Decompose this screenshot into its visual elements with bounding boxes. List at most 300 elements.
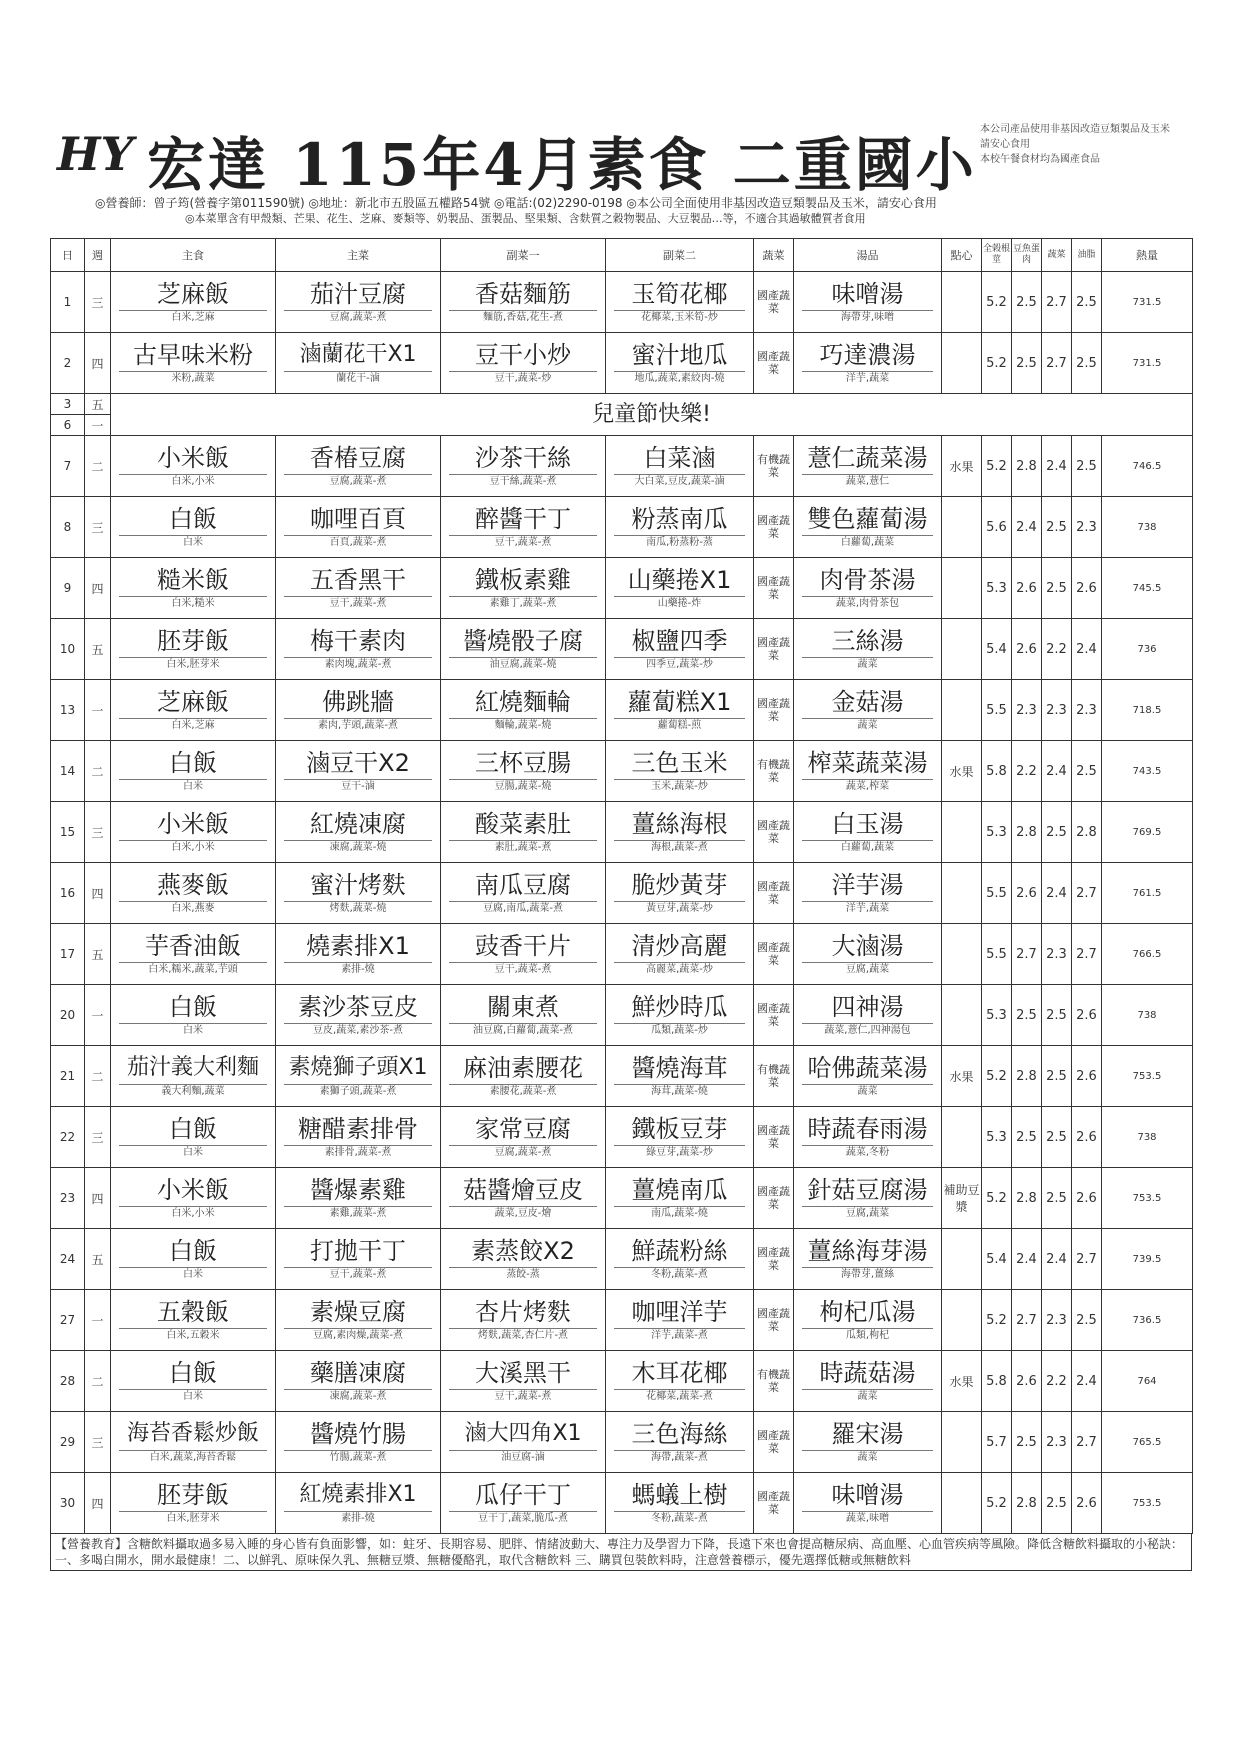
soup-cell (794, 741, 942, 802)
protein-serving: 2.5 (1012, 272, 1042, 333)
table-row (51, 985, 1193, 1046)
protein-serving: 2.5 (1012, 1412, 1042, 1473)
day-number: 6 (51, 415, 85, 436)
staple-dish-cell (111, 1412, 276, 1473)
main-dish: 打拋干丁 (310, 1237, 406, 1265)
main-dish-ingredients: 豆腐,蔬菜-煮 (284, 310, 432, 324)
side-dish-1-cell (441, 619, 606, 680)
snack (942, 497, 982, 558)
side-dish-1-ingredients: 豆干,蔬菜-煮 (449, 535, 597, 549)
menu-table-wrap (50, 238, 1192, 1571)
vegetable-serving: 2.7 (1042, 272, 1072, 333)
side-dish-2: 粉蒸南瓜 (631, 505, 728, 533)
staple-dish-ingredients: 白米 (119, 1267, 267, 1281)
table-row (51, 619, 1193, 680)
main-dish: 梅干素肉 (310, 627, 406, 655)
side-dish-1-cell (441, 1473, 606, 1534)
vegetable-type: 國產蔬菜 (754, 863, 794, 924)
holiday-message: 兒童節快樂! (111, 394, 1193, 436)
oil-serving: 2.6 (1072, 558, 1102, 619)
side-dish-2-ingredients: 洋芋,蔬菜-煮 (614, 1328, 745, 1342)
side-dish-2: 鮮蔬粉絲 (631, 1237, 728, 1265)
grain-serving: 5.4 (982, 1229, 1012, 1290)
grain-serving: 5.5 (982, 680, 1012, 741)
protein-serving: 2.8 (1012, 1473, 1042, 1534)
soup: 洋芋湯 (831, 871, 904, 899)
vegetable-type: 國產蔬菜 (754, 680, 794, 741)
soup: 枸杞瓜湯 (819, 1298, 916, 1326)
side-dish-2-cell (606, 497, 754, 558)
weekday: 五 (85, 924, 111, 985)
side-dish-2-cell (606, 1290, 754, 1351)
vegetable-type: 國產蔬菜 (754, 558, 794, 619)
vegetable-type: 有機蔬菜 (754, 1046, 794, 1107)
side-dish-2: 螞蟻上樹 (631, 1481, 728, 1509)
soup-ingredients: 蔬菜,冬粉 (802, 1145, 933, 1159)
side-dish-2-ingredients: 花椰菜,蔬菜-煮 (614, 1389, 745, 1403)
main-dish-cell (276, 619, 441, 680)
staple-dish-cell (111, 1473, 276, 1534)
header-snack: 點心 (942, 239, 982, 272)
vegetable-serving: 2.5 (1042, 985, 1072, 1046)
main-dish: 蜜汁烤麩 (310, 871, 406, 899)
side-dish-2-ingredients: 南瓜,蔬菜-燒 (614, 1206, 745, 1220)
side-dish-1-cell (441, 436, 606, 497)
weekday: 五 (85, 394, 111, 415)
weekday: 三 (85, 272, 111, 333)
oil-serving: 2.5 (1072, 333, 1102, 394)
vegetable-type: 有機蔬菜 (754, 1351, 794, 1412)
side-dish-1: 紅燒麵輪 (475, 688, 571, 716)
menu-table (50, 238, 1193, 1534)
main-dish-cell (276, 1107, 441, 1168)
side-dish-2: 三色海絲 (631, 1420, 728, 1448)
side-dish-2-cell (606, 272, 754, 333)
side-dish-2-cell (606, 1412, 754, 1473)
main-dish-ingredients: 豆皮,蔬菜,素沙茶-煮 (284, 1023, 432, 1037)
side-dish-1-ingredients: 素肚,蔬菜-煮 (449, 840, 597, 854)
header-grain: 全榖根莖 (982, 239, 1012, 272)
side-dish-1-ingredients: 烤麩,蔬菜,杏仁片-煮 (449, 1328, 597, 1342)
vegetable-type: 國產蔬菜 (754, 619, 794, 680)
calories: 766.5 (1102, 924, 1193, 985)
soup-cell (794, 1046, 942, 1107)
header-side1: 副菜一 (441, 239, 606, 272)
soup-cell (794, 272, 942, 333)
header-note: 請安心食用 (980, 139, 1030, 150)
side-dish-2: 白菜滷 (643, 444, 716, 472)
main-dish-cell (276, 741, 441, 802)
staple-dish-cell (111, 619, 276, 680)
side-dish-2: 醬燒海茸 (631, 1054, 728, 1082)
soup-ingredients: 蔬菜,薏仁,四神湯包 (802, 1023, 933, 1037)
header-notes (980, 122, 1205, 167)
staple-dish-ingredients: 白米 (119, 1389, 267, 1403)
side-dish-1-ingredients: 豆腐,蔬菜-煮 (449, 1145, 597, 1159)
side-dish-2: 蘿蔔糕X1 (627, 688, 732, 716)
staple-dish-cell (111, 1107, 276, 1168)
weekday: 三 (85, 1412, 111, 1473)
header-note: 本校午餐食材均為國產食品 (980, 154, 1100, 165)
day-number: 30 (51, 1473, 85, 1534)
side-dish-2-ingredients: 海茸,蔬菜-燒 (614, 1084, 745, 1098)
header-calorie: 熱量 (1102, 239, 1193, 272)
calories: 753.5 (1102, 1168, 1193, 1229)
soup: 大滷湯 (831, 932, 904, 960)
grain-serving: 5.2 (982, 333, 1012, 394)
grain-serving: 5.8 (982, 1351, 1012, 1412)
side-dish-2-ingredients: 海根,蔬菜-煮 (614, 840, 745, 854)
snack (942, 924, 982, 985)
oil-serving: 2.7 (1072, 863, 1102, 924)
main-dish-cell (276, 497, 441, 558)
page-title: 宏達 115年4月素食 二重國小 (147, 131, 977, 199)
staple-dish-cell (111, 272, 276, 333)
day-number: 9 (51, 558, 85, 619)
day-number: 27 (51, 1290, 85, 1351)
side-dish-1-cell (441, 558, 606, 619)
staple-dish-cell (111, 680, 276, 741)
staple-dish-cell (111, 1229, 276, 1290)
protein-serving: 2.8 (1012, 802, 1042, 863)
table-row (51, 1351, 1193, 1412)
staple-dish-cell (111, 802, 276, 863)
side-dish-2: 蜜汁地瓜 (631, 341, 728, 369)
vegetable-serving: 2.4 (1042, 1229, 1072, 1290)
side-dish-2-cell (606, 558, 754, 619)
weekday: 四 (85, 333, 111, 394)
day-number: 1 (51, 272, 85, 333)
soup: 雙色蘿蔔湯 (807, 505, 928, 533)
vegetable-serving: 2.5 (1042, 1168, 1072, 1229)
day-number: 13 (51, 680, 85, 741)
day-number: 28 (51, 1351, 85, 1412)
side-dish-2: 鐵板豆芽 (631, 1115, 728, 1143)
soup-cell (794, 558, 942, 619)
oil-serving: 2.7 (1072, 1412, 1102, 1473)
side-dish-2-ingredients: 冬粉,蔬菜-煮 (614, 1511, 745, 1525)
staple-dish-ingredients: 白米 (119, 535, 267, 549)
soup: 薑絲海芽湯 (807, 1237, 928, 1265)
grain-serving: 5.6 (982, 497, 1012, 558)
calories: 743.5 (1102, 741, 1193, 802)
oil-serving: 2.3 (1072, 497, 1102, 558)
side-dish-2-ingredients: 花椰菜,玉米筍-炒 (614, 310, 745, 324)
day-number: 23 (51, 1168, 85, 1229)
allergen-info: ◎本菜單含有甲殼類、芒果、花生、芝麻、麥類等、奶製品、蛋製品、堅果類、含麩質之穀物製品、大豆製品…等，不適合其過敏體質者食用 (185, 212, 866, 225)
side-dish-1: 麻油素腰花 (463, 1054, 583, 1082)
grain-serving: 5.2 (982, 436, 1012, 497)
side-dish-2-ingredients: 冬粉,蔬菜-煮 (614, 1267, 745, 1281)
soup-cell (794, 619, 942, 680)
vegetable-type: 國產蔬菜 (754, 1290, 794, 1351)
vegetable-serving: 2.5 (1042, 802, 1072, 863)
soup: 羅宋湯 (831, 1420, 904, 1448)
vegetable-serving: 2.4 (1042, 863, 1072, 924)
soup: 巧達濃湯 (819, 341, 916, 369)
day-number: 7 (51, 436, 85, 497)
staple-dish-ingredients: 米粉,蔬菜 (119, 371, 267, 385)
menu-body (51, 272, 1193, 1534)
table-row (51, 1412, 1193, 1473)
staple-dish: 胚芽飯 (157, 1481, 229, 1509)
soup-ingredients: 蔬菜 (802, 1389, 933, 1403)
snack (942, 272, 982, 333)
staple-dish-ingredients: 白米 (119, 1145, 267, 1159)
staple-dish-ingredients: 白米,小米 (119, 474, 267, 488)
main-dish: 五香黑干 (310, 566, 406, 594)
staple-dish: 小米飯 (157, 1176, 229, 1204)
oil-serving: 2.6 (1072, 1107, 1102, 1168)
soup-cell (794, 1107, 942, 1168)
side-dish-1-ingredients: 油豆腐,蔬菜-燒 (449, 657, 597, 671)
snack (942, 1290, 982, 1351)
protein-serving: 2.5 (1012, 333, 1042, 394)
header-vegetable: 蔬菜 (754, 239, 794, 272)
side-dish-2-ingredients: 地瓜,蔬菜,素絞肉-燒 (614, 371, 745, 385)
snack: 水果 (942, 741, 982, 802)
vegetable-serving: 2.2 (1042, 619, 1072, 680)
soup-ingredients: 白蘿蔔,蔬菜 (802, 840, 933, 854)
side-dish-2-cell (606, 924, 754, 985)
side-dish-1-cell (441, 1107, 606, 1168)
grain-serving: 5.8 (982, 741, 1012, 802)
side-dish-2: 薑絲海根 (631, 810, 728, 838)
side-dish-2-ingredients: 山藥捲-炸 (614, 596, 745, 610)
main-dish-cell (276, 1168, 441, 1229)
staple-dish-ingredients: 白米,小米 (119, 840, 267, 854)
side-dish-2: 三色玉米 (631, 749, 728, 777)
staple-dish-ingredients: 白米,芝麻 (119, 718, 267, 732)
staple-dish-ingredients: 白米 (119, 779, 267, 793)
snack (942, 619, 982, 680)
weekday: 四 (85, 1168, 111, 1229)
grain-serving: 5.2 (982, 272, 1012, 333)
day-number: 17 (51, 924, 85, 985)
side-dish-2: 鮮炒時瓜 (631, 993, 728, 1021)
soup-ingredients: 豆腐,蔬菜 (802, 1206, 933, 1220)
header-protein: 豆魚蛋肉 (1012, 239, 1042, 272)
snack: 補助豆漿 (942, 1168, 982, 1229)
grain-serving: 5.3 (982, 558, 1012, 619)
side-dish-1-cell (441, 741, 606, 802)
day-number: 24 (51, 1229, 85, 1290)
weekday: 一 (85, 415, 111, 436)
weekday: 四 (85, 1473, 111, 1534)
main-dish-cell (276, 1229, 441, 1290)
staple-dish: 白飯 (169, 1237, 217, 1265)
weekday: 三 (85, 802, 111, 863)
soup: 薏仁蔬菜湯 (807, 444, 928, 472)
calories: 736.5 (1102, 1290, 1193, 1351)
vegetable-type: 國產蔬菜 (754, 272, 794, 333)
main-dish-cell (276, 1351, 441, 1412)
staple-dish: 燕麥飯 (157, 871, 229, 899)
vegetable-type: 有機蔬菜 (754, 741, 794, 802)
staple-dish: 芝麻飯 (157, 280, 229, 308)
side-dish-1-cell (441, 1351, 606, 1412)
vegetable-type: 國產蔬菜 (754, 1473, 794, 1534)
staple-dish-cell (111, 1290, 276, 1351)
protein-serving: 2.7 (1012, 924, 1042, 985)
main-dish-ingredients: 素排-燒 (284, 962, 432, 976)
staple-dish: 海苔香鬆炒飯 (126, 1421, 259, 1446)
main-dish-ingredients: 豆腐,素肉燥,蔬菜-煮 (284, 1328, 432, 1342)
side-dish-2-ingredients: 四季豆,蔬菜-炒 (614, 657, 745, 671)
soup-cell (794, 1290, 942, 1351)
staple-dish-cell (111, 924, 276, 985)
side-dish-1-cell (441, 924, 606, 985)
staple-dish-ingredients: 白米 (119, 1023, 267, 1037)
oil-serving: 2.6 (1072, 1046, 1102, 1107)
side-dish-1: 香菇麵筋 (475, 280, 571, 308)
soup-cell (794, 1351, 942, 1412)
side-dish-1: 醉醬干丁 (475, 505, 571, 533)
main-dish: 香椿豆腐 (310, 444, 406, 472)
calories: 746.5 (1102, 436, 1193, 497)
side-dish-1-cell (441, 272, 606, 333)
soup-cell (794, 802, 942, 863)
staple-dish-cell (111, 436, 276, 497)
table-row (51, 1473, 1193, 1534)
main-dish: 燒素排X1 (306, 932, 410, 960)
main-dish-ingredients: 竹腸,蔬菜-煮 (284, 1450, 432, 1464)
vegetable-type: 國產蔬菜 (754, 924, 794, 985)
weekday: 二 (85, 436, 111, 497)
staple-dish-ingredients: 白米,五穀米 (119, 1328, 267, 1342)
staple-dish: 白飯 (169, 993, 217, 1021)
side-dish-1-cell (441, 802, 606, 863)
vegetable-serving: 2.3 (1042, 680, 1072, 741)
vegetable-type: 國產蔬菜 (754, 497, 794, 558)
soup-cell (794, 1412, 942, 1473)
soup-cell (794, 333, 942, 394)
main-dish-cell (276, 802, 441, 863)
oil-serving: 2.5 (1072, 436, 1102, 497)
main-dish-ingredients: 素雞,蔬菜-煮 (284, 1206, 432, 1220)
staple-dish-cell (111, 497, 276, 558)
side-dish-2: 椒鹽四季 (631, 627, 728, 655)
weekday: 五 (85, 619, 111, 680)
calories: 739.5 (1102, 1229, 1193, 1290)
main-dish-ingredients: 凍腐,蔬菜-煮 (284, 1389, 432, 1403)
protein-serving: 2.2 (1012, 741, 1042, 802)
side-dish-2-cell (606, 1046, 754, 1107)
soup-cell (794, 1473, 942, 1534)
nutrition-education: 【營養教育】含糖飲料攝取過多易入睡的身心皆有負面影響，如：蛀牙、長期容易、肥胖、情緒波動大、專注力及學習力下降，長遠下來也會提高糖尿病、高血壓、心血管疾病等風險。降低含糖飲料攝取的小秘訣：一、多喝白開水，開水最健康！二、以鮮乳、原味保久乳、無糖豆漿、無糖優酪乳，取代含糖飲料 三、購買包裝飲料時，注意營養標示，優先選擇低糖或無糖飲料 (50, 1534, 1192, 1571)
side-dish-2-ingredients: 南瓜,粉蒸粉-蒸 (614, 535, 745, 549)
protein-serving: 2.7 (1012, 1290, 1042, 1351)
snack (942, 985, 982, 1046)
side-dish-2-cell (606, 1473, 754, 1534)
side-dish-1-cell (441, 1046, 606, 1107)
main-dish-ingredients: 素獅子頭,蔬菜-煮 (284, 1084, 432, 1098)
vegetable-serving: 2.3 (1042, 924, 1072, 985)
weekday: 二 (85, 1046, 111, 1107)
vegetable-serving: 2.4 (1042, 741, 1072, 802)
weekday: 三 (85, 1107, 111, 1168)
vegetable-serving: 2.5 (1042, 1107, 1072, 1168)
staple-dish-ingredients: 白米,胚芽米 (119, 657, 267, 671)
staple-dish: 小米飯 (157, 444, 229, 472)
side-dish-1: 關東煮 (487, 993, 559, 1021)
staple-dish: 芝麻飯 (157, 688, 229, 716)
weekday: 一 (85, 1290, 111, 1351)
side-dish-2-cell (606, 436, 754, 497)
grain-serving: 5.4 (982, 619, 1012, 680)
protein-serving: 2.8 (1012, 1168, 1042, 1229)
main-dish-ingredients: 烤麩,蔬菜-燒 (284, 901, 432, 915)
soup-ingredients: 蔬菜 (802, 718, 933, 732)
staple-dish-cell (111, 1168, 276, 1229)
side-dish-1-ingredients: 豆干,蔬菜-炒 (449, 371, 597, 385)
vegetable-type: 國產蔬菜 (754, 333, 794, 394)
table-row (51, 924, 1193, 985)
weekday: 四 (85, 863, 111, 924)
staple-dish-ingredients: 白米,糙米 (119, 596, 267, 610)
soup-cell (794, 1229, 942, 1290)
oil-serving: 2.5 (1072, 741, 1102, 802)
main-dish-cell (276, 1473, 441, 1534)
oil-serving: 2.7 (1072, 1229, 1102, 1290)
calories: 738 (1102, 1107, 1193, 1168)
staple-dish: 茄汁義大利麵 (126, 1055, 259, 1080)
main-dish-ingredients: 凍腐,蔬菜-燒 (284, 840, 432, 854)
soup: 針菇豆腐湯 (807, 1176, 928, 1204)
main-dish-ingredients: 豆干,蔬菜-煮 (284, 1267, 432, 1281)
day-number: 21 (51, 1046, 85, 1107)
soup-ingredients: 蔬菜,味噌 (802, 1511, 933, 1525)
protein-serving: 2.6 (1012, 619, 1042, 680)
main-dish-ingredients: 素肉塊,蔬菜-煮 (284, 657, 432, 671)
soup-ingredients: 蔬菜,肉骨茶包 (802, 596, 933, 610)
side-dish-2-cell (606, 1168, 754, 1229)
staple-dish-ingredients: 白米,胚芽米 (119, 1511, 267, 1525)
soup: 時蔬春雨湯 (807, 1115, 928, 1143)
snack (942, 863, 982, 924)
main-dish-cell (276, 863, 441, 924)
vegetable-serving: 2.5 (1042, 1046, 1072, 1107)
main-dish: 糖醋素排骨 (298, 1115, 418, 1143)
soup: 時蔬菇湯 (819, 1359, 916, 1387)
table-row (51, 1168, 1193, 1229)
main-dish: 素燥豆腐 (310, 1298, 406, 1326)
side-dish-2-ingredients: 瓜類,蔬菜-炒 (614, 1023, 745, 1037)
grain-serving: 5.7 (982, 1412, 1012, 1473)
side-dish-2: 山藥捲X1 (627, 566, 732, 594)
main-dish-ingredients: 素排骨,蔬菜-煮 (284, 1145, 432, 1159)
side-dish-1: 菇醬燴豆皮 (463, 1176, 583, 1204)
grain-serving: 5.3 (982, 985, 1012, 1046)
oil-serving: 2.4 (1072, 619, 1102, 680)
calories: 736 (1102, 619, 1193, 680)
header-staple: 主食 (111, 239, 276, 272)
table-row (51, 333, 1193, 394)
side-dish-1: 家常豆腐 (475, 1115, 571, 1143)
side-dish-1-ingredients: 豆干絲,蔬菜-煮 (449, 474, 597, 488)
side-dish-1: 杏片烤麩 (475, 1298, 571, 1326)
vegetable-serving: 2.5 (1042, 497, 1072, 558)
side-dish-1: 素蒸餃X2 (471, 1237, 575, 1265)
soup-cell (794, 863, 942, 924)
soup: 味噌湯 (831, 280, 904, 308)
staple-dish: 白飯 (169, 1115, 217, 1143)
side-dish-1: 南瓜豆腐 (475, 871, 571, 899)
side-dish-2-ingredients: 黃豆芽,蔬菜-炒 (614, 901, 745, 915)
snack (942, 1473, 982, 1534)
side-dish-2: 脆炒黃芽 (631, 871, 728, 899)
table-row (51, 863, 1193, 924)
